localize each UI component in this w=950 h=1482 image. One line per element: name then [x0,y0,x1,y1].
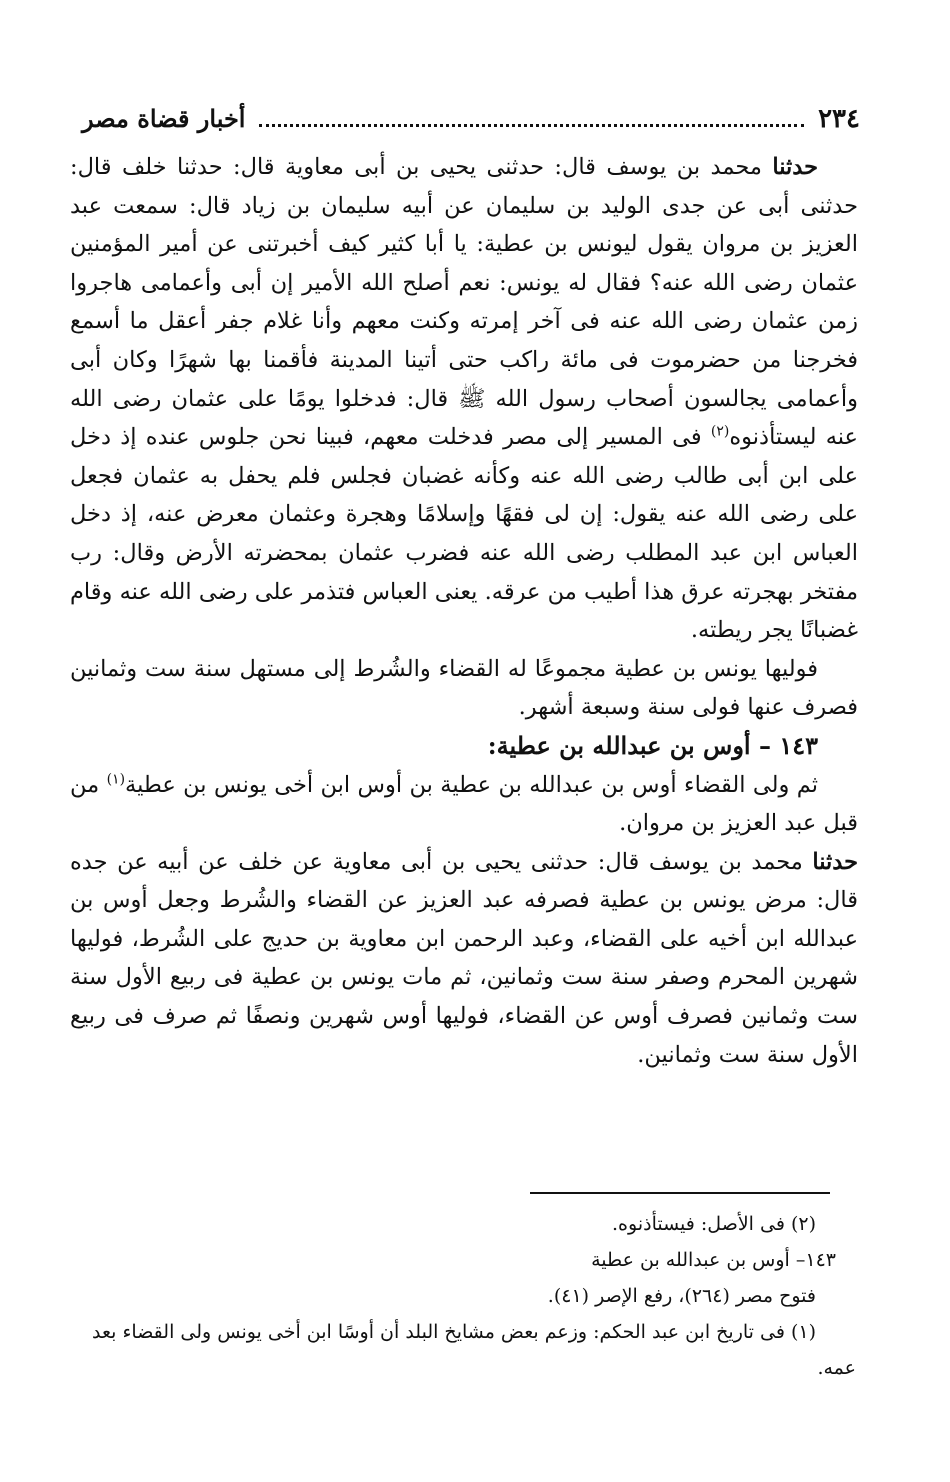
page-number: ٢٣٤ [818,104,860,134]
entry-dash: – [758,730,771,760]
footnote-ref: (٢) [710,423,730,440]
hadith-lead: حدثنا [772,154,818,180]
footnote-divider [530,1192,830,1194]
entry-name: أوس بن عبدالله بن عطية: [487,730,751,760]
header-leader-dots [259,106,804,127]
footnote-entry-title: ١٤٣– أوس بن عبدالله بن عطية [591,1249,836,1271]
hadith-lead: حدثنا [812,848,858,875]
footnote-ref: (١) [106,771,126,787]
footnote: (٢) فى الأصل: فيستأذنوه. [612,1213,816,1235]
paragraph-text: من قبل عبد العزيز بن مروان. [70,771,858,837]
paragraph: فوليها يونس بن عطية مجموعًا له القضاء والشُرط إلى مستهل سنة ست وثمانين فصرف عنها فولى سنة وسبعة أشهر. [70,655,858,721]
entry-number: ١٤٣ [779,730,818,760]
paragraph [70,843,858,1075]
paragraph-text: محمد بن يوسف قال: حدثنى يحيى بن أبى معاوية قال: حدثنا خلف قال: حدثنى أبى عن جدى الوليد بن سليمان عن أبيه سليمان بن زياد قال: سمعت عبد العزيز بن مروان يقول ليونس بن عطية: يا أبا كثير كيف أخبرتنى عن أمير المؤمنين عثمان رضى الله عنه؟ فقال له يونس: نعم أصلح الله الأمير إن أبى وأعمامى هاجروا زمن عثمان رضى الله عنه فى آخر إمرته وكنت معهم وأنا غلام جفر أعقل ما أسمع فخرجنا من حضرموت فى مائة راكب حتى أتينا المدينة فأقمنا بها شهرًا وكان أبى وأعمامى يجالسون أصحاب رسول الله ﷺ قال: فدخلوا يومًا على عثمان رضى الله عنه ليستأذنوه [70,154,858,451]
book-title: أخبار قضاة مصر [82,104,246,133]
paragraph [70,148,858,650]
footnotes [70,1206,856,1386]
footnote-sources: فتوح مصر (٢٦٤)، رفع الإصر (٤١). [547,1285,816,1307]
running-header [82,104,860,134]
footnote: (١) فى تاريخ ابن عبد الحكم: وزعم بعض مشايخ البلد أن أوسًا ابن أخى يونس ولى القضاء بعد عمه. [92,1321,856,1379]
paragraph [70,766,858,843]
paragraph-text: فى المسير إلى مصر فدخلت معهم، فبينا نحن جلوس عنده إذ دخل على ابن أبى طالب رضى الله عنه وكأنه غضبان فجلس فلم يحفل به عثمان فجعل على رضى الله عنه يقول: إن لى فقهًا وإسلامًا وهجرة وعثمان معرض عنه، إذ دخل العباس ابن عبد المطلب رضى الله عنه فضرب عثمان بمحضرته الأرض وقال: رب مفتخر بهجرته عرق هذا أطيب من عرقه. يعنى العباس فتذمر على رضى الله عنه وقام غضبانًا يجر ريطته. [70,424,858,644]
paragraph-text: ثم ولى القضاء أوس بن عبدالله بن عطية بن أوس ابن أخى يونس بن عطية [125,771,818,798]
entry-heading [70,727,858,766]
paragraph-text: محمد بن يوسف قال: حدثنى يحيى بن أبى معاوية عن خلف عن أبيه عن جده قال: مرض يونس بن عطية فصرفه عبد العزيز عن القضاء والشُرط وجعل أوس بن عبدالله ابن أخيه على القضاء، وعبد الرحمن ابن معاوية بن حديج على الشُرط، فوليها شهرين المحرم وصفر سنة ست وثمانين، ثم مات يونس بن عطية فى ربيع الأول سنة ست وثمانين فصرف أوس عن القضاء، فوليها أوس شهرين ونصفًا ثم صرف فى ربيع الأول سنة ست وثمانين. [70,848,858,1068]
main-text [70,148,858,1074]
